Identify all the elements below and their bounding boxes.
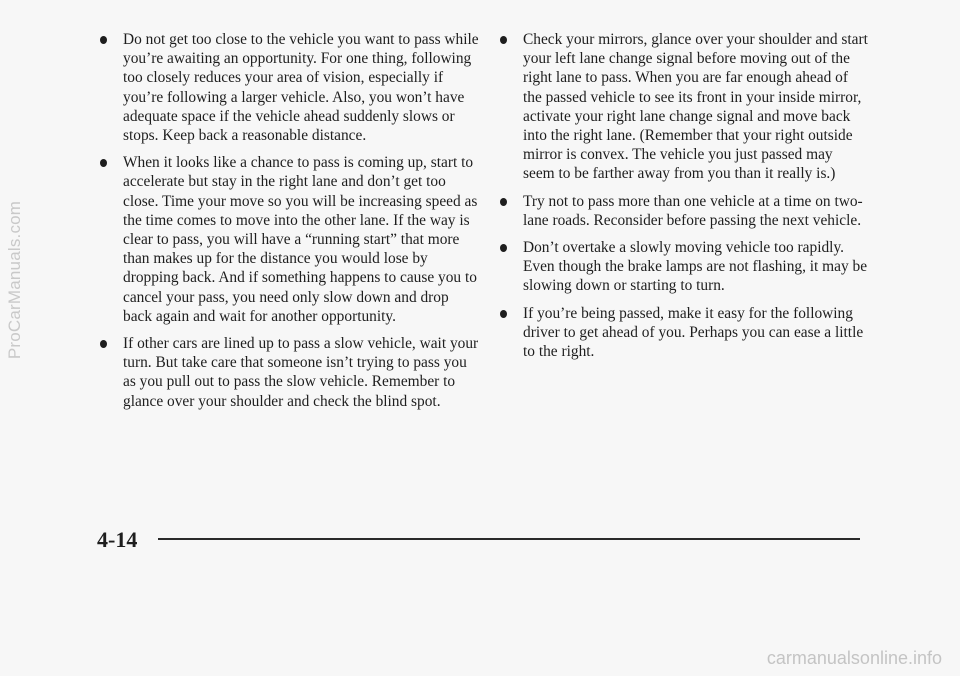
right-bullet-list [496, 30, 868, 361]
side-watermark [4, 0, 26, 560]
bullet-icon [100, 36, 107, 44]
list-item-text: Check your mirrors, glance over your shoulder and start your left lane change signal before moving out of the right lane to pass. When you are far enough ahead of the passed vehicle to see its front in your inside mirror, activate your right lane change signal and move back into the right lane. (Remember that your right outside mirror is convex. The vehicle you just passed may seem to be farther away from you than it really is.) [523, 31, 868, 183]
bullet-icon [500, 310, 507, 318]
list-item-text: When it looks like a chance to pass is coming up, start to accelerate but stay in the right lane and don’t get too close. Time your move so you will be increasing speed as the time comes to move into the other lane. If the way is clear to pass, you will have a “running start” that more than makes up for the distance you would lose by dropping back. And if something happens to cause you to cancel your pass, you need only slow down and drop back again and wait for another opportunity. [123, 154, 478, 325]
bullet-icon [500, 36, 507, 44]
list-item [96, 334, 480, 411]
bullet-icon [500, 244, 507, 252]
list-item-text: If other cars are lined up to pass a slow vehicle, wait your turn. But take care that someone isn’t trying to pass you as you pull out to pass the slow vehicle. Remember to glance over your shoulder and check the blind spot. [123, 335, 479, 410]
bullet-icon [500, 198, 507, 206]
list-item-text: Try not to pass more than one vehicle at a time on two-lane roads. Reconsider before passing the next vehicle. [523, 192, 863, 229]
bullet-icon [100, 159, 107, 167]
footer-divider [158, 538, 860, 540]
list-item [496, 30, 868, 184]
right-column [496, 30, 868, 369]
bullet-icon [100, 340, 107, 348]
page-number: 4-14 [97, 527, 138, 552]
list-item [496, 192, 868, 230]
list-item [96, 30, 480, 145]
left-bullet-list [96, 30, 480, 411]
list-item-text: If you’re being passed, make it easy for the following driver to get ahead of you. Perhaps you can ease a little to the right. [523, 304, 864, 361]
side-watermark-text: ProCarManuals.com [5, 200, 24, 360]
list-item-text: Do not get too close to the vehicle you want to pass while you’re awaiting an opportunity. For one thing, following too closely reduces your area of vision, especially if you’re following a larger vehicle. Also, you won’t have adequate space if the vehicle ahead suddenly slows or stops. Keep back a reasonable distance. [123, 31, 479, 145]
list-item-text: Don’t overtake a slowly moving vehicle too rapidly. Even though the brake lamps are not flashing, it may be slowing down or starting to turn. [523, 239, 868, 295]
list-item [496, 304, 868, 362]
list-item [496, 238, 868, 296]
left-column [96, 30, 480, 419]
bottom-watermark: carmanualsonline.info [766, 648, 942, 668]
list-item [96, 153, 480, 326]
